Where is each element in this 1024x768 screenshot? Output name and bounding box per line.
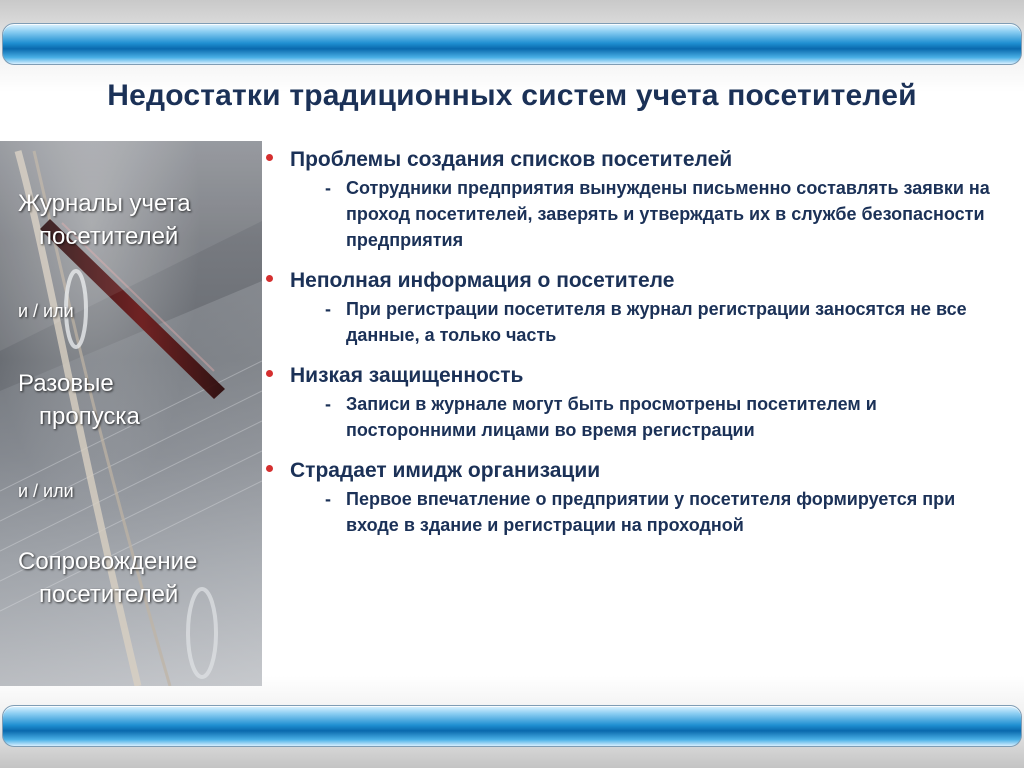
sub-item-1	[290, 175, 1006, 253]
left-photo-panel	[0, 141, 262, 686]
sub-item-3	[290, 391, 1006, 443]
left-text-group-1	[18, 187, 191, 253]
sub-dash: -	[325, 394, 331, 414]
bottom-decorative-bar	[2, 705, 1022, 747]
left-text-line-1b: посетителей	[39, 223, 179, 250]
sub-dash: -	[325, 299, 331, 319]
left-text-line-3a: Сопровождение	[18, 548, 198, 575]
left-text-line-2a: Разовые	[18, 370, 114, 397]
left-text-line-3b: посетителей	[39, 581, 179, 608]
bullet-dot	[266, 465, 273, 472]
sub-text-1: Сотрудники предприятия вынуждены письменно составлять заявки на проход посетителей, заверять и утверждать их в службе безопасности предприятия	[346, 178, 990, 250]
bullet-list	[266, 146, 1006, 552]
bullet-heading-1: Проблемы создания списков посетителей	[290, 148, 733, 171]
sub-item-4	[290, 486, 1006, 538]
bullet-heading-2: Неполная информация о посетителе	[290, 269, 675, 292]
bullet-item-4	[266, 457, 1006, 538]
left-separator-1: и / или	[18, 301, 74, 321]
sub-text-2: При регистрации посетителя в журнал регистрации заносятся не все данные, а только часть	[346, 299, 967, 345]
left-separator-2: и / или	[18, 481, 74, 501]
bullet-heading-4: Страдает имидж организации	[290, 459, 601, 482]
left-text-group-2	[18, 367, 140, 433]
top-decorative-bar	[2, 23, 1022, 65]
bullet-item-2	[266, 267, 1006, 348]
left-text-line-2b: пропуска	[39, 403, 140, 430]
bullet-item-3	[266, 362, 1006, 443]
sub-dash: -	[325, 489, 331, 509]
bullet-dot	[266, 370, 273, 377]
bullet-heading-3: Низкая защищенность	[290, 364, 524, 387]
slide-title: Недостатки традиционных систем учета посетителей	[107, 79, 917, 112]
sub-text-4: Первое впечатление о предприятии у посетителя формируется при входе в здание и регистрации на проходной	[346, 489, 956, 535]
bullet-item-1	[266, 146, 1006, 253]
bullet-dot	[266, 275, 273, 282]
sub-item-2	[290, 296, 1006, 348]
left-text-group-3	[18, 545, 197, 611]
left-text-line-1a: Журналы учета	[18, 190, 191, 217]
sub-text-3: Записи в журнале могут быть просмотрены посетителем и посторонними лицами во время регистрации	[346, 394, 877, 440]
bullet-dot	[266, 154, 273, 161]
sub-dash: -	[325, 178, 331, 198]
